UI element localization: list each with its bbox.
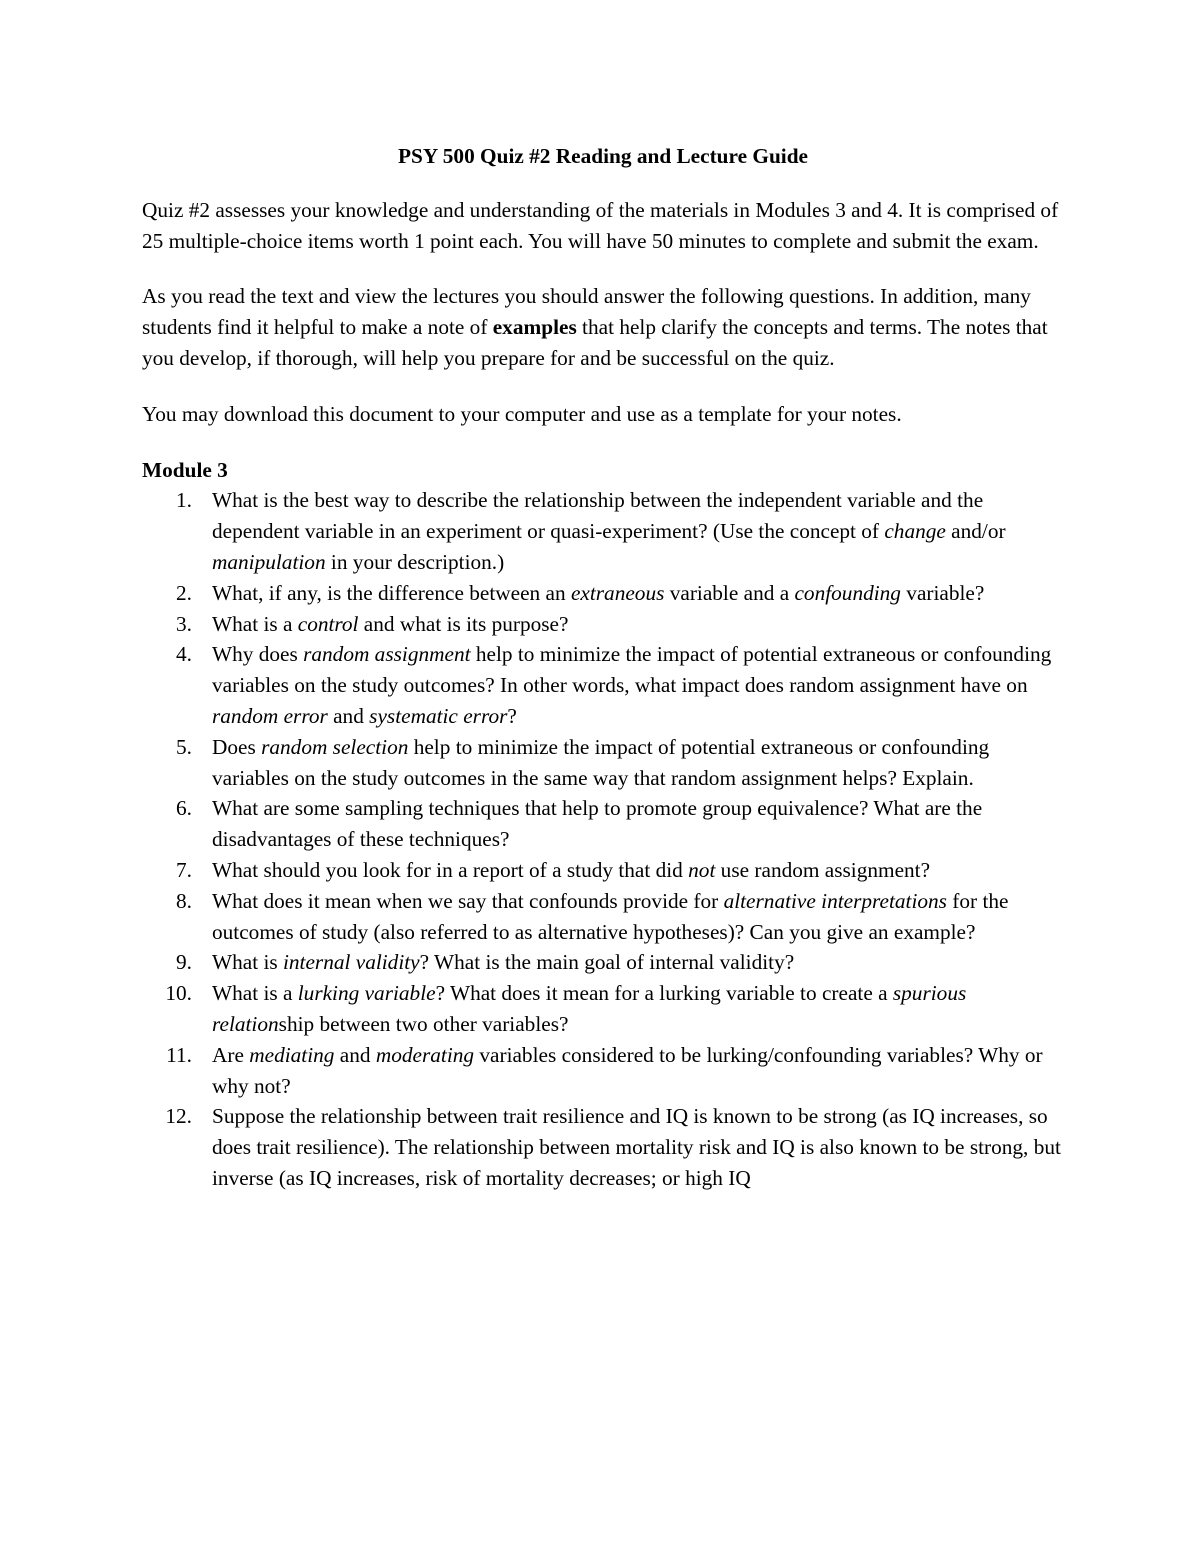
italic-text: systematic error: [369, 703, 508, 728]
question-number: 4.: [176, 642, 192, 667]
italic-text: control: [297, 611, 359, 636]
question-item: [142, 947, 1064, 978]
text-run: that help clarify the concepts and terms. The notes that you develop, if thorough, will help you prepare for and be successful on the quiz.: [142, 315, 1048, 370]
question-number: 3.: [176, 611, 192, 636]
text-run: help to minimize the impact of potential extraneous or confounding variables on the study outcomes? In other words, what impact does random assignment have on: [212, 642, 1052, 698]
text-run: What is a: [212, 611, 298, 636]
text-run: ship between two other variables?: [278, 1011, 569, 1036]
question-text: [212, 981, 966, 1036]
italic-text: random selection: [261, 734, 409, 759]
text-run: You may download this document to your computer and use as a template for your notes.: [142, 401, 902, 426]
text-run: in your description.): [325, 549, 505, 574]
question-number: 7.: [176, 857, 192, 882]
question-item: [142, 886, 1064, 948]
italic-text: confounding: [794, 580, 901, 605]
italic-text: lurking variable: [297, 981, 436, 1006]
text-run: What does it mean when we say that confounds provide for: [212, 888, 724, 913]
text-run: and what is its purpose?: [358, 611, 569, 636]
text-run: Suppose the relationship between trait resilience and IQ is known to be strong (as IQ increases, so does trait resilience). The relationship between mortality risk and IQ is also known to be strong, but inverse (as IQ increases, risk of mortality decreases; or high IQ: [212, 1104, 1061, 1190]
question-item: [142, 578, 1064, 609]
question-text: [212, 889, 1008, 944]
question-number: 5.: [176, 734, 192, 759]
text-run: Does: [212, 734, 262, 759]
question-number: 9.: [176, 950, 192, 975]
intro-paragraph: [142, 195, 1064, 257]
question-text: [212, 735, 989, 790]
question-item: [142, 485, 1064, 577]
text-run: What is: [212, 950, 283, 975]
document-title: PSY 500 Quiz #2 Reading and Lecture Guide: [398, 144, 808, 168]
question-text: [212, 796, 982, 851]
text-run: ? What is the main goal of internal validity?: [419, 950, 795, 975]
question-item: [142, 855, 1064, 886]
question-item: [142, 639, 1064, 731]
text-run: use random assignment?: [715, 857, 931, 882]
text-run: ? What does it mean for a lurking variable to create a: [435, 981, 893, 1006]
question-number: 1.: [176, 488, 192, 513]
question-list: [142, 485, 1064, 1193]
question-text: [212, 642, 1051, 728]
italic-text: moderating: [375, 1042, 475, 1067]
text-run: What is a: [212, 981, 298, 1006]
question-text: [212, 488, 1006, 574]
text-run: variables considered to be lurking/confounding variables? Why or why not?: [212, 1042, 1043, 1098]
question-item: [142, 609, 1064, 640]
question-text: [212, 612, 568, 636]
text-run: and: [327, 703, 370, 728]
text-run: Are: [212, 1042, 250, 1067]
text-run: What are some sampling techniques that help to promote group equivalence? What are the disadvantages of these techniques?: [212, 796, 983, 852]
text-run: Why does: [212, 642, 304, 667]
question-item: [142, 1040, 1064, 1102]
text-run: As you read the text and view the lectures you should answer the following questions. In addition, many students find it helpful to make a note of: [142, 284, 1031, 340]
bold-text: examples: [492, 315, 577, 340]
italic-text: change: [884, 519, 946, 544]
question-text: [212, 581, 984, 605]
question-item: [142, 978, 1064, 1040]
italic-text: extraneous: [570, 580, 665, 605]
question-number: 11.: [166, 1042, 192, 1067]
question-number: 6.: [176, 796, 192, 821]
text-run: ?: [507, 703, 517, 728]
document-body: [142, 141, 1064, 1194]
intro-section: [142, 195, 1064, 430]
italic-text: not: [688, 857, 716, 882]
text-run: variable?: [900, 580, 985, 605]
italic-text: spurious relation: [212, 981, 967, 1036]
question-number: 12.: [165, 1104, 192, 1129]
italic-text: random error: [212, 703, 328, 728]
question-item: [142, 1101, 1064, 1193]
text-run: What is the best way to describe the relationship between the independent variable and the dependent variable in an experiment or quasi-experiment? (Use the concept of: [212, 488, 984, 544]
text-run: and/or: [945, 519, 1006, 544]
italic-text: mediating: [249, 1042, 335, 1067]
text-run: for the outcomes of study (also referred to as alternative hypotheses)? Can you give an example?: [212, 888, 1009, 944]
question-number: 8.: [176, 888, 192, 913]
text-run: What should you look for in a report of a study that did: [212, 857, 689, 882]
question-item: [142, 793, 1064, 855]
text-run: Quiz #2 assesses your knowledge and understanding of the materials in Modules 3 and 4. It is comprised of 25 multiple-choice items worth 1 point each. You will have 50 minutes to complete and submit the exam.: [142, 197, 1059, 253]
question-number: 10.: [165, 981, 192, 1006]
text-run: variable and a: [664, 580, 795, 605]
question-item: [142, 732, 1064, 794]
question-text: [212, 1104, 1061, 1190]
italic-text: manipulation: [212, 549, 326, 574]
italic-text: random assignment: [303, 642, 471, 667]
question-number: 2.: [176, 580, 192, 605]
question-text: [212, 858, 930, 882]
text-run: help to minimize the impact of potential extraneous or confounding variables on the study outcomes in the same way that random assignment helps? Explain.: [212, 734, 990, 790]
intro-paragraph: [142, 399, 1064, 430]
question-text: [212, 1043, 1043, 1098]
italic-text: alternative interpretations: [723, 888, 947, 913]
intro-paragraph: [142, 281, 1064, 373]
italic-text: internal validity: [282, 950, 420, 975]
text-run: What, if any, is the difference between an: [212, 580, 571, 605]
module-heading: Module 3: [142, 457, 228, 482]
question-text: [212, 950, 794, 974]
text-run: and: [334, 1042, 376, 1067]
